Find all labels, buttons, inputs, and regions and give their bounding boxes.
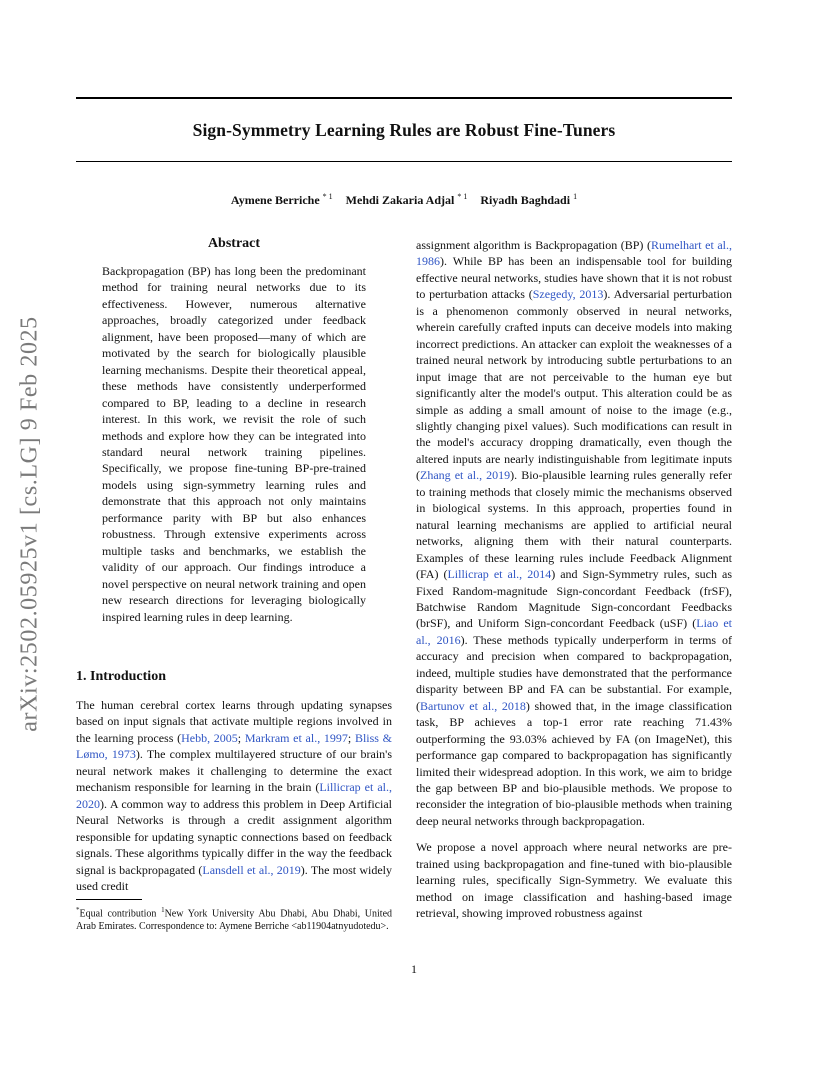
body-text: ; <box>237 730 245 745</box>
affiliation-text: New York University Abu Dhabi, Abu Dhabi, United Arab Emirates. Correspondence to: Aymene Berriche <ab11904atnyudotedu>. <box>76 908 393 933</box>
citation-link[interactable]: Zhang et al., 2019 <box>420 468 511 483</box>
title-bottom-rule <box>76 161 732 162</box>
author-marks: * 1 <box>322 192 333 201</box>
body-text: ). These methods typically underperform in terms of accuracy and precision when compared to backpropagation, indeed, multiple studies have demonstrated that the performance disparity between BP and FA can be substantial. For example, ( <box>416 632 732 713</box>
title-top-rule <box>76 97 732 99</box>
introduction-right-paragraph-1 <box>416 237 732 829</box>
arxiv-stamp <box>10 294 50 754</box>
citation-link[interactable]: Markram et al., 1997 <box>244 730 348 745</box>
body-text: ). The complex multilayered structure of our brain's neural network makes it challenging to determine the exact mechanism responsible for learning in the brain ( <box>76 747 392 795</box>
body-text: ). While BP has been an indispensable tool for building effective neural networks, studies have shown that it is not robust to perturbation attacks ( <box>416 254 732 302</box>
equal-contribution-text: Equal contribution <box>79 908 157 920</box>
footnote-rule <box>76 899 142 900</box>
arxiv-id: arXiv:2502.05925v1 [cs.LG] 9 Feb 2025 <box>16 316 43 732</box>
footnote <box>76 904 392 934</box>
author-1 <box>231 193 333 207</box>
body-text: The human cerebral cortex learns through updating synapses based on input signals that activate multiple regions involved in the learning process ( <box>76 698 392 745</box>
author-marks: * 1 <box>457 192 468 201</box>
body-text: ; <box>347 730 355 745</box>
author-3 <box>480 193 577 207</box>
right-column <box>416 237 732 922</box>
citation-link[interactable]: Lillicrap et al., 2014 <box>447 567 552 582</box>
abstract-heading: Abstract <box>207 236 261 251</box>
citation-link[interactable]: Rumelhart et al., 1986 <box>416 238 732 269</box>
author-name: Aymene Berriche <box>230 193 320 207</box>
introduction-heading: 1. Introduction <box>76 669 166 684</box>
author-name: Mehdi Zakaria Adjal <box>345 193 455 207</box>
author-list <box>76 192 732 208</box>
affiliation-mark: 1 <box>161 906 165 914</box>
body-text: ). The most widely used credit <box>76 862 392 893</box>
page-number: 1 <box>411 962 417 976</box>
introduction-left-paragraph <box>76 697 392 894</box>
author-2 <box>346 193 468 207</box>
citation-link[interactable]: Lillicrap et al., 2020 <box>76 780 392 811</box>
citation-link[interactable]: Bartunov et al., 2018 <box>420 698 526 713</box>
author-marks: 1 <box>573 192 578 201</box>
citation-link[interactable]: Szegedy, 2013 <box>532 287 604 302</box>
introduction-right-paragraph-2: We propose a novel approach where neural networks are pre-trained using backpropagation and fine-tuned with bio-plausible learning rules, specifically Sign-Symmetry. We evaluate this method on image classification and hashing-based image retrieval, showing improved robustness against <box>416 840 732 921</box>
body-text: ). A common way to address this problem in Deep Artificial Neural Networks is through a credit assignment algorithm responsible for updating synaptic connections based on feedback signals. These algorithms typically differ in the way the feedback signal is backpropagated ( <box>76 796 392 877</box>
body-text: ) showed that, in the image classification task, BP achieves a top-1 error rate reaching 71.43% outperforming the 93.03% achieved by FA (on ImageNet), this performance gap compared to backpropagation has significantly limited their widespread adoption. In this work, we aim to bridge the gap between BP and bio-plausible methods. We propose to reconsider the integration of bio-plausible methods when training deep neural networks through backpropagation. <box>416 698 733 828</box>
body-text: ). Adversarial perturbation is a phenomenon commonly observed in neural networks, wherein carefully crafted inputs can deceive models into making incorrect predictions. An attacker can exploit the weaknesses of a trained neural network by introducing subtle perturbations to an input image that are not perceivable to the human eye but significantly alter the model's output. This alteration could be as simple as adding a small amount of noise to the image (e.g., slightly changing pixel values). Such modifications can result in the model's accuracy dropping dramatically, even though the altered inputs are nearly indistinguishable from legitimate inputs ( <box>416 287 732 483</box>
abstract-body: Backpropagation (BP) has long been the predominant method for training neural networks due to its effectiveness. However, numerous alternative approaches, broadly categorized under feedback alignment, have been proposed—many of which are motivated by the search for biologically plausible learning mechanisms. Despite their theoretical appeal, these methods have consistently underperformed compared to BP, leading to a decline in research interest. In this work, we revisit the role of such methods and explore how they can be integrated into standard neural network training pipelines. Specifically, we propose fine-tuning BP-pre-trained models using sign-symmetry learning rules and demonstrate that this approach not only maintains performance parity with BP but also enhances robustness. Through extensive experiments across multiple tasks and benchmarks, we establish the validity of our approach. Our findings introduce a novel perspective on neural network training and open new research directions for leveraging biologically inspired learning rules in deep learning. <box>102 264 366 624</box>
body-text: ) and Sign-Symmetry rules, such as Fixed Random-magnitude Sign-concordant Feedback (frSF), Batchwise Random Magnitude Sign-concordant Feedbacks (brSF), and Uniform Sign-concordant Feedback (uSF) ( <box>416 567 732 631</box>
author-name: Riyadh Baghdadi <box>480 193 571 207</box>
citation-link[interactable]: Bliss & Lømo, 1973 <box>76 730 393 762</box>
paper-title: Sign-Symmetry Learning Rules are Robust Fine-Tuners <box>192 120 616 140</box>
equal-contribution-mark: * <box>76 906 80 914</box>
citation-link[interactable]: Liao et al., 2016 <box>416 616 732 647</box>
body-text: assignment algorithm is Backpropagation (BP) ( <box>416 238 651 252</box>
citation-link[interactable]: Hebb, 2005 <box>181 730 238 745</box>
body-text: ). Bio-plausible learning rules generally refer to training methods that closely mimic the mechanisms observed in biological systems. In this approach, properties found in natural learning mechanisms are applied to artificial neural networks, aligning them with their natural counterparts. Examples of these learning rules include Feedback Alignment (FA) ( <box>416 468 732 582</box>
citation-link[interactable]: Lansdell et al., 2019 <box>202 862 301 877</box>
